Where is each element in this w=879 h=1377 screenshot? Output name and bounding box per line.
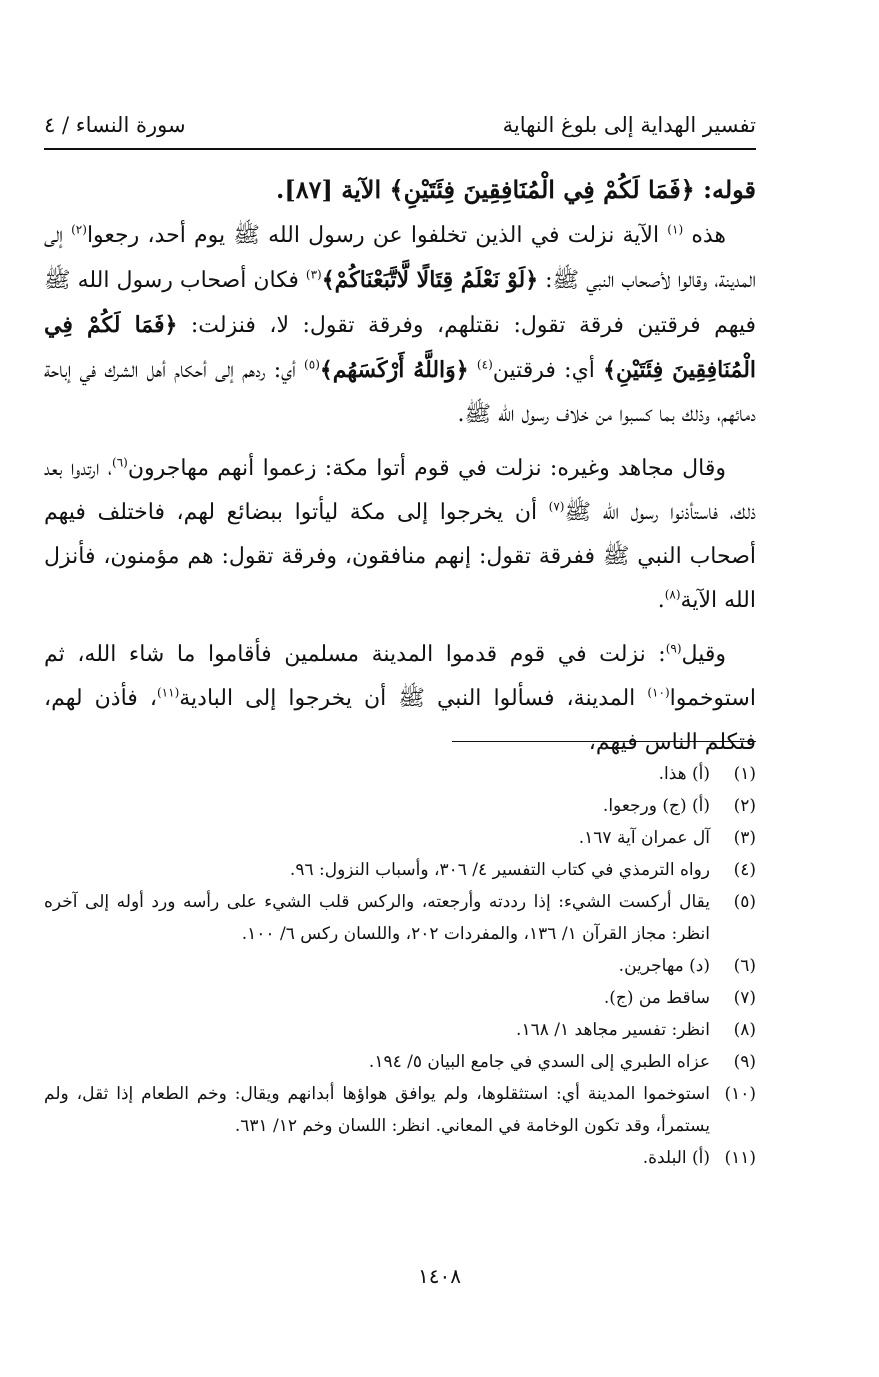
quran-quote: ﴿فَمَا لَكُمْ فِي الْمُنَافِقِينَ فِئَتَيْنِ﴾ [44, 312, 757, 383]
paragraph-3 [44, 633, 756, 765]
text-run: أي: فرقتين [492, 358, 604, 383]
header-rule [44, 148, 756, 150]
footnote-text: رواه الترمذي في كتاب التفسير ٤/ ٣٠٦، وأسباب النزول: ٩٦. [289, 860, 710, 880]
footnote-item [44, 982, 756, 1014]
text-run: وقيل [681, 642, 726, 667]
text-run: إلى المدينة، وقالوا لأصحاب النبي ﷺ: [44, 223, 757, 293]
footnote-text: استوخموا المدينة أي: استثقلوها، ولم يوافق هواؤها أبدانهم ويقال: وخم الطعام إذا ثقل، ولم يستمرأ، وقد تكون الوخامة في المعاني. انظر: اللسان وخم ١٢/ ٦٣١. [44, 1084, 710, 1136]
footnote-number: (٩) [733, 1052, 756, 1072]
footnote-ref: (١٠) [647, 685, 670, 700]
footnote-number: (٢) [733, 796, 756, 816]
verse-heading [44, 168, 756, 212]
text-run: أن يخرجوا إلى مكة ليأتوا ببضائع لهم، فاختلف فيهم أصحاب النبي ﷺ ففرقة تقول: إنهم منافقون، وفرقة تقول: هم مؤمنون، فأنزل الله الآية [44, 500, 756, 613]
heading-suffix: الآية [٨٧]. [276, 175, 390, 204]
footnote-text: عزاه الطبري إلى السدي في جامع البيان ٥/ ١٩٤. [368, 1052, 710, 1072]
main-text [44, 168, 756, 775]
footnote-item [44, 1142, 756, 1174]
text-run: : نزلت في قوم قدموا المدينة مسلمين فأقاموا ما شاء الله، ثم استوخموا [44, 642, 756, 711]
footnote-rule [452, 741, 756, 742]
text-run: المدينة، فسألوا النبي ﷺ أن يخرجوا إلى البادية [179, 686, 648, 711]
footnote-item [44, 822, 756, 854]
footnote-ref: (٦) [112, 455, 128, 470]
quran-quote: ﴿وَاللَّهُ أَرْكَسَهُم﴾ [319, 357, 469, 383]
heading-verse: ﴿فَمَا لَكُمْ فِي الْمُنَافِقِينَ فِئَتَيْنِ﴾ [389, 175, 695, 204]
text-run: هذه [683, 223, 726, 248]
text-run: الآية نزلت في الذين تخلفوا عن رسول الله ﷺ يوم أحد، رجعوا [86, 223, 668, 248]
footnote-item [44, 790, 756, 822]
heading-prefix: قوله: [694, 175, 756, 204]
footnote-text: ساقط من (ج). [603, 988, 710, 1008]
text-run: ، ارتدوا بعد ذلك، فاستأذنوا رسول الله ﷺ [44, 456, 756, 525]
footnote-number: (٥) [733, 892, 756, 912]
footnote-number: (٣) [733, 828, 756, 848]
footnote-item [44, 854, 756, 886]
footnote-item [44, 886, 756, 950]
text-run: ، فأذن لهم، فتكلم الناس فيهم، [44, 686, 756, 755]
quran-quote: ﴿لَوْ نَعْلَمُ قِتَالًا لَّاتَّبَعْنَاكُمْ﴾ [321, 267, 539, 293]
footnote-ref: (٥) [304, 357, 320, 372]
footnote-ref: (١١) [156, 685, 180, 700]
book-title: تفسير الهداية إلى بلوغ النهاية [502, 113, 756, 137]
footnote-ref: (٨) [664, 587, 681, 602]
footnote-text: يقال أركست الشيء: إذا رددته وأرجعته، والركس قلب الشيء على رأسه ورد أوله إلى آخره انظر: مجاز القرآن ١/ ١٣٦، والمفردات ٢٠٢، واللسان ركس ٦/ ١٠٠. [44, 892, 710, 944]
footnote-number: (٦) [733, 956, 756, 976]
footnote-text: انظر: تفسير مجاهد ١/ ١٦٨. [516, 1020, 710, 1040]
footnote-ref: (٢) [71, 222, 87, 237]
footnote-ref: (١) [667, 222, 684, 237]
footnote-text: (أ) هذا. [658, 764, 710, 784]
text-run [469, 358, 477, 383]
footnote-text: (أ) (ج) ورجعوا. [602, 796, 710, 816]
footnote-text: آل عمران آية ١٦٧. [578, 828, 710, 848]
text-run: أي: ردهم إلى أحكام أهل الشرك في إباحة دمائهم، وذلك بما كسبوا من خلاف رسول الله ﷺ. [44, 358, 756, 427]
page-number: ١٤٠٨ [418, 1264, 461, 1288]
footnote-text: (أ) البلدة. [642, 1148, 710, 1168]
text-run: وقال مجاهد وغيره: نزلت في قوم أتوا مكة: زعموا أنهم مهاجرون [127, 456, 726, 481]
footnote-ref: (٧) [548, 499, 565, 514]
footnote-ref: (٤) [476, 357, 493, 372]
paragraph-1 [44, 214, 756, 437]
footnote-item [44, 950, 756, 982]
footnote-number: (٤) [733, 860, 756, 880]
footnote-number: (١١) [724, 1148, 756, 1168]
footnote-item [44, 1078, 756, 1142]
footnote-ref: (٣) [305, 267, 322, 282]
footnotes [44, 758, 756, 1174]
footnote-ref: (٩) [665, 641, 682, 656]
footnote-number: (١) [733, 764, 756, 784]
footnote-text: (د) مهاجرين. [618, 956, 710, 976]
footnote-number: (٧) [733, 988, 756, 1008]
footnote-number: (١٠) [724, 1084, 756, 1104]
text-run: . [657, 588, 665, 613]
paragraph-2 [44, 447, 756, 623]
text-run: فكان أصحاب رسول الله ﷺ فيهم فرقتين فرقة تقول: نقتلهم، وفرقة تقول: لا، فنزلت: [44, 268, 757, 338]
running-header [44, 110, 756, 140]
footnote-number: (٨) [733, 1020, 756, 1040]
footnote-item [44, 1014, 756, 1046]
surah-label: سورة النساء / ٤ [44, 113, 186, 137]
footnote-item [44, 1046, 756, 1078]
footnote-item [44, 758, 756, 790]
